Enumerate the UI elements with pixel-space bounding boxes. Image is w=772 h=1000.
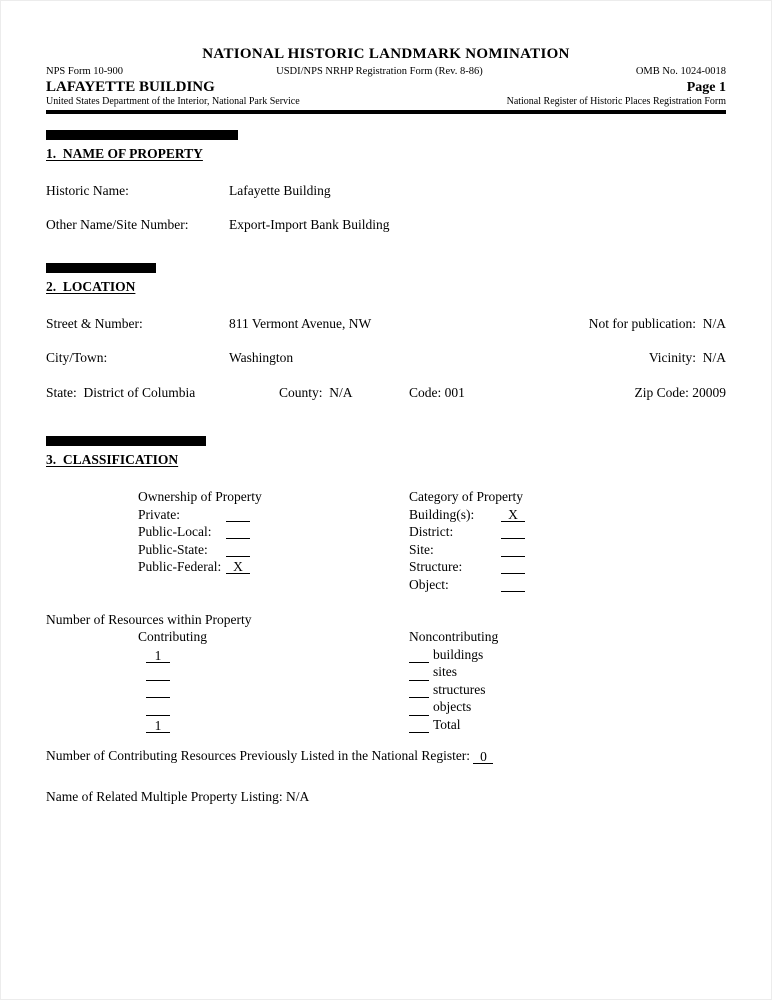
form-revision: USDI/NPS NRHP Registration Form (Rev. 8-86) [276, 66, 483, 77]
resource-label: sites [433, 664, 458, 679]
category-label: Object: [409, 576, 449, 592]
department-line: United States Department of the Interior, National Park Service [46, 96, 300, 107]
section-location [46, 263, 726, 401]
category-item [409, 506, 726, 524]
section-classification [46, 436, 726, 805]
noncontributing-blank [409, 666, 429, 681]
document-title: NATIONAL HISTORIC LANDMARK NOMINATION [202, 46, 570, 62]
resource-label: Total [433, 716, 461, 732]
resource-row [46, 646, 726, 664]
previously-listed-line [46, 747, 726, 764]
ownership-label: Public-Federal: [138, 559, 222, 574]
section-3-bar [46, 436, 206, 446]
contributing-blank: 1 [146, 718, 170, 733]
ownership-blank [226, 507, 250, 522]
section-name-of-property [46, 130, 726, 233]
noncontributing-blank [409, 648, 429, 663]
related-listing-line [46, 788, 726, 805]
section-1-bar [46, 130, 238, 140]
code: Code: 001 [409, 385, 465, 400]
nps-form-number: NPS Form 10-900 [46, 66, 124, 77]
category-blank [501, 542, 525, 557]
ownership-item [138, 523, 409, 541]
county: County: N/A [279, 385, 353, 400]
category-column [409, 488, 726, 593]
resources-title: Number of Resources within Property [46, 612, 252, 627]
category-blank [501, 524, 525, 539]
category-label: District: [409, 524, 454, 539]
not-for-publication: Not for publication: N/A [588, 316, 726, 331]
contributing-blank [146, 683, 170, 698]
category-blank [501, 577, 525, 592]
ownership-item [138, 506, 409, 524]
omb-number: OMB No. 1024-0018 [635, 66, 726, 77]
other-name-label: Other Name/Site Number: [46, 217, 189, 232]
contributing-blank [146, 666, 170, 681]
historic-name-value: Lafayette Building [229, 183, 331, 198]
resource-row [46, 681, 726, 699]
header-rule [46, 110, 726, 114]
contributing-blank [146, 701, 170, 716]
street-label: Street & Number: [46, 316, 143, 331]
ownership-title: Ownership of Property [138, 489, 262, 504]
noncontributing-header: Noncontributing [409, 629, 499, 644]
noncontributing-blank [409, 701, 429, 716]
city-value: Washington [229, 350, 294, 365]
noncontributing-blank [409, 683, 429, 698]
section-2-bar [46, 263, 156, 273]
other-name-value: Export-Import Bank Building [229, 217, 390, 232]
contributing-blank: 1 [146, 648, 170, 663]
section-2-heading: 2. LOCATION [46, 279, 136, 294]
ownership-blank: X [226, 559, 250, 574]
noncontributing-blank [409, 718, 429, 733]
resource-row [46, 716, 726, 734]
resource-label: structures [433, 681, 486, 697]
section-1-heading: 1. NAME OF PROPERTY [46, 146, 203, 161]
category-title: Category of Property [409, 489, 523, 504]
section-3-heading: 3. CLASSIFICATION [46, 452, 179, 467]
category-item [409, 541, 726, 559]
document-header [46, 1, 726, 114]
resource-label: buildings [433, 646, 484, 662]
state: State: District of Columbia [46, 385, 196, 400]
resource-row [46, 663, 726, 681]
category-label: Site: [409, 541, 434, 557]
category-label: Structure: [409, 559, 463, 574]
category-blank [501, 559, 525, 574]
category-item [409, 558, 726, 576]
ownership-label: Public-Local: [138, 524, 212, 539]
ownership-label: Public-State: [138, 541, 208, 557]
city-label: City/Town: [46, 350, 108, 365]
category-label: Building(s): [409, 506, 475, 522]
category-blank: X [501, 507, 525, 522]
property-name: LAFAYETTE BUILDING [46, 79, 215, 95]
ownership-column [46, 488, 409, 593]
resource-row [46, 698, 726, 716]
previously-listed-value: 0 [473, 749, 493, 764]
related-listing: Name of Related Multiple Property Listing: N/A [46, 789, 310, 804]
zip-code: Zip Code: 20009 [634, 385, 726, 400]
category-item [409, 576, 726, 594]
historic-name-label: Historic Name: [46, 183, 129, 198]
ownership-blank [226, 542, 250, 557]
register-form-line: National Register of Historic Places Registration Form [506, 96, 726, 107]
vicinity: Vicinity: N/A [648, 350, 726, 365]
ownership-label: Private: [138, 506, 180, 522]
page-number: Page 1 [686, 80, 726, 95]
resource-label: objects [433, 699, 472, 714]
ownership-item [138, 558, 409, 576]
category-item [409, 523, 726, 541]
street-value: 811 Vermont Avenue, NW [229, 316, 372, 331]
ownership-item [138, 541, 409, 559]
ownership-blank [226, 524, 250, 539]
previously-listed-label: Number of Contributing Resources Previously Listed in the National Register: [46, 748, 471, 763]
contributing-header: Contributing [138, 629, 208, 644]
